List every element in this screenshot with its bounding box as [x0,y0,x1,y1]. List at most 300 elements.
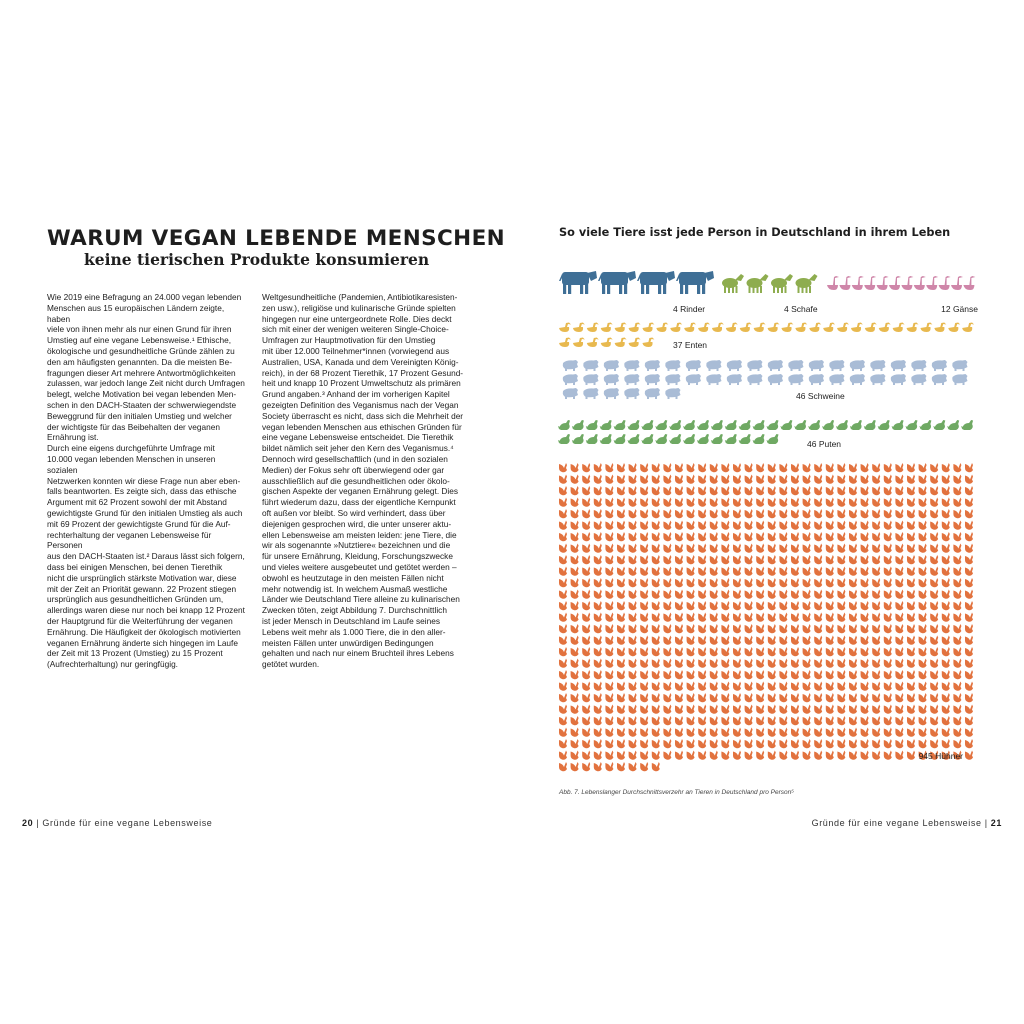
chicken-icon [791,670,799,679]
turkey-icon [600,434,612,444]
chicken-icon [698,716,706,725]
chicken-icon [953,509,961,518]
chicken-icon [895,659,903,668]
pig-icon [604,388,619,399]
chicken-icon [571,521,579,530]
chicken-icon [675,693,683,702]
chicken-icon [791,532,799,541]
text-line: führt wiederum dazu, dass der eigentliche Kernpunkt [262,497,456,508]
chicken-icon [675,636,683,645]
chicken-icon [733,601,741,610]
chicken-icon [594,716,602,725]
chicken-icon [629,578,637,587]
duck-icon [740,323,752,333]
turkey-icon [614,420,626,430]
chicken-icon [837,532,845,541]
chicken-icon [930,463,938,472]
chicken-icon [710,716,718,725]
chicken-icon [895,751,903,760]
chicken-icon [571,762,579,771]
turkey-icon [697,434,709,444]
chicken-icon [640,693,648,702]
chicken-icon [559,624,567,633]
chicken-icon [779,475,787,484]
chicken-icon [640,544,648,553]
chicken-icon [895,475,903,484]
chicken-icon [617,555,625,564]
chicken-icon [791,601,799,610]
chicken-icon [895,590,903,599]
chicken-icon [907,751,915,760]
chicken-icon [571,728,579,737]
chicken-icon [814,613,822,622]
chicken-icon [710,590,718,599]
chicken-icon [884,486,892,495]
pig-icon [829,374,844,385]
chicken-icon [884,567,892,576]
chicken-icon [884,728,892,737]
chicken-icon [930,647,938,656]
chicken-icon [942,716,950,725]
chicken-icon [652,498,660,507]
chicken-icon [663,532,671,541]
chicken-icon [745,521,753,530]
chicken-icon [605,567,613,576]
chicken-icon [756,613,764,622]
chicken-icon [837,682,845,691]
pig-icon [788,360,803,371]
chicken-icon [791,705,799,714]
chicken-icon [571,670,579,679]
chicken-icon [652,728,660,737]
pig-icon [891,374,906,385]
chicken-icon [814,463,822,472]
pig-icon [624,360,639,371]
chart-title: So viele Tiere isst jede Person in Deutschland in ihrem Leben [559,226,951,239]
chicken-icon [826,509,834,518]
chicken-icon [779,463,787,472]
turkey-icon [919,420,931,430]
chicken-icon [919,578,927,587]
chicken-icon [953,728,961,737]
chicken-icon [594,624,602,633]
chicken-icon [861,613,869,622]
chicken-icon [768,544,776,553]
chicken-icon [594,555,602,564]
chicken-icon [814,624,822,633]
chicken-icon [907,475,915,484]
chicken-icon [965,705,973,714]
chicken-icon [895,509,903,518]
pig-icon [952,374,967,385]
chicken-icon [640,486,648,495]
chicken-icon [733,613,741,622]
duck-icon [587,323,599,333]
chicken-icon [768,636,776,645]
text-line: ist jeder Mensch in Deutschland im Laufe seines [262,615,441,626]
text-line: Netzwerken konnten wir diese Frage nun aber eben- [47,475,241,486]
chicken-icon [652,555,660,564]
pig-icon [768,374,783,385]
chicken-icon [582,647,590,656]
chicken-icon [605,613,613,622]
chicken-icon [895,613,903,622]
chicken-icon [930,578,938,587]
chicken-icon [733,728,741,737]
chicken-icon [594,659,602,668]
chicken-icon [582,739,590,748]
pig-icon [665,374,680,385]
chicken-icon [919,728,927,737]
turkey-icon [739,420,751,430]
chicken-icon [582,624,590,633]
chicken-icon [803,475,811,484]
goose-icon [951,276,963,290]
chicken-icon [663,636,671,645]
chicken-icon [733,705,741,714]
chicken-icon [617,647,625,656]
chicken-icon [605,532,613,541]
turkey-icon [711,434,723,444]
text-line: ellen Lebensweise am meisten leiden: jene Tiere, die [262,529,457,540]
turkey-icon [892,420,904,430]
chicken-icon [895,693,903,702]
chicken-icon [675,659,683,668]
chicken-icon [710,659,718,668]
chicken-icon [907,532,915,541]
chicken-icon [884,682,892,691]
chicken-icon [594,647,602,656]
chicken-icon [919,509,927,518]
turkey-icon [641,434,653,444]
chicken-icon [884,659,892,668]
duck-icon [698,323,710,333]
chicken-icon [675,682,683,691]
chicken-icon [594,532,602,541]
chicken-icon [745,590,753,599]
chicken-icon [907,728,915,737]
chicken-icon [907,693,915,702]
chicken-icon [930,705,938,714]
chicken-icon [907,705,915,714]
chicken-icon [559,762,567,771]
chicken-icon [965,463,973,472]
chicken-icon [919,486,927,495]
chicken-icon [965,659,973,668]
chicken-icon [733,555,741,564]
text-line: heit und knapp 10 Prozent Umweltschutz als primären [262,378,461,389]
chicken-icon [698,739,706,748]
chicken-icon [559,659,567,668]
chicken-icon [571,475,579,484]
chicken-icon [930,636,938,645]
text-line: (Aufrechterhaltung) nur geringfügig. [47,659,178,670]
chicken-icon [826,590,834,599]
chicken-icon [861,463,869,472]
sheep-icon [771,274,793,293]
chicken-icon [791,486,799,495]
chicken-icon [919,716,927,725]
chicken-icon [849,498,857,507]
chicken-icon [872,624,880,633]
chicken-icon [837,463,845,472]
chicken-icon [582,544,590,553]
chicken-icon [965,509,973,518]
chicken-icon [791,739,799,748]
duck-icon [865,323,877,333]
chicken-icon [675,509,683,518]
chicken-icon [907,670,915,679]
chicken-icon [652,762,660,771]
chicken-icon [861,486,869,495]
chicken-icon [733,463,741,472]
chicken-icon [617,475,625,484]
chicken-icon [849,670,857,679]
chicken-icon [663,613,671,622]
legend-label: 12 Gänse [941,304,978,314]
chicken-icon [733,647,741,656]
chicken-icon [791,555,799,564]
chicken-icon [791,728,799,737]
chicken-icon [779,544,787,553]
chicken-icon [942,647,950,656]
chicken-icon [629,509,637,518]
text-line: mit der Zeit an Priorität gewann. 22 Prozent stiegen [47,583,237,594]
chicken-icon [582,578,590,587]
chicken-icon [849,728,857,737]
chicken-icon [895,601,903,610]
chicken-icon [872,682,880,691]
chicken-icon [721,544,729,553]
text-line: sich mit einer der wenigen weiteren Single-Choice- [262,324,449,335]
chicken-icon [582,509,590,518]
pig-icon [850,374,865,385]
chicken-icon [965,521,973,530]
chicken-icon [571,498,579,507]
chicken-icon [594,751,602,760]
chicken-icon [837,509,845,518]
chicken-icon [779,521,787,530]
chicken-icon [779,659,787,668]
chicken-icon [872,509,880,518]
chicken-icon [582,728,590,737]
chicken-icon [965,693,973,702]
text-line: viele von ihnen mehr als nur einen Grund für ihren [47,324,232,335]
chicken-icon [629,624,637,633]
chicken-icon [791,613,799,622]
chicken-icon [803,555,811,564]
chicken-icon [849,705,857,714]
text-line: der Hauptgrund für die Weiterführung der veganen [47,615,233,626]
chicken-icon [756,544,764,553]
chicken-icon [814,601,822,610]
text-line: vegan lebenden Menschen aus ethischen Gründen für [262,421,462,432]
chicken-icon [826,728,834,737]
chicken-icon [768,532,776,541]
text-line: für unsere Ernährung, Kleidung, Forschungszwecke [262,551,453,562]
chicken-icon [884,498,892,507]
chicken-icon [559,509,567,518]
chicken-icon [791,578,799,587]
chicken-icon [768,578,776,587]
chicken-icon [652,705,660,714]
chicken-icon [571,463,579,472]
legend-label: 945 Hühner [918,751,963,761]
chicken-icon [861,705,869,714]
turkey-icon [669,420,681,430]
chicken-icon [953,475,961,484]
chicken-icon [675,728,683,737]
chicken-icon [837,544,845,553]
chicken-icon [872,636,880,645]
chicken-icon [710,624,718,633]
text-line: ursprünglich aus gesundheitlichen Gründen um, [47,594,224,605]
duck-icon [656,323,668,333]
chicken-icon [710,601,718,610]
turkey-icon [933,420,945,430]
chicken-icon [803,693,811,702]
chicken-icon [710,521,718,530]
chicken-icon [814,590,822,599]
chicken-icon [930,475,938,484]
chicken-icon [629,670,637,679]
chicken-icon [721,498,729,507]
pig-icon [870,360,885,371]
footer-separator-left: | [36,818,40,828]
chicken-icon [745,555,753,564]
chicken-icon [953,716,961,725]
chicken-icon [872,532,880,541]
chicken-icon [791,636,799,645]
text-line: aus den DACH-Staaten ist.² Daraus lässt sich folgern, [47,551,245,562]
pig-icon [788,374,803,385]
chicken-icon [594,705,602,714]
chicken-icon [629,590,637,599]
chicken-icon [791,509,799,518]
chicken-icon [907,521,915,530]
sheep-icon [722,274,744,293]
chicken-icon [594,601,602,610]
chicken-icon [698,647,706,656]
pig-icon [932,360,947,371]
chicken-icon [756,532,764,541]
chicken-icon [907,601,915,610]
chicken-icon [965,555,973,564]
chicken-icon [559,521,567,530]
chicken-icon [791,693,799,702]
chicken-icon [942,601,950,610]
chicken-icon [745,751,753,760]
chicken-icon [675,590,683,599]
chicken-icon [768,716,776,725]
chicken-icon [652,532,660,541]
chicken-icon [837,624,845,633]
chicken-icon [605,509,613,518]
chicken-icon [733,636,741,645]
chicken-icon [907,567,915,576]
chicken-icon [640,728,648,737]
chicken-icon [617,590,625,599]
pig-icon [686,374,701,385]
chicken-icon [768,555,776,564]
chicken-icon [791,544,799,553]
chicken-icon [594,693,602,702]
text-line: meisten Fällen unter unwürdigen Bedingungen [262,637,434,648]
chicken-icon [942,578,950,587]
text-line: ausschließlich auf die gesundheitlichen oder ökolo- [262,475,450,486]
chicken-icon [837,636,845,645]
chicken-icon [779,624,787,633]
chicken-icon [745,486,753,495]
chicken-icon [791,521,799,530]
chicken-icon [675,670,683,679]
chicken-icon [791,751,799,760]
text-line: der wichtigste für das Beibehalten der veganen [47,421,220,432]
chicken-icon [687,659,695,668]
chicken-icon [895,532,903,541]
chicken-icon [779,613,787,622]
turkey-icon [808,420,820,430]
chicken-icon [942,509,950,518]
chicken-icon [745,601,753,610]
pig-icon [809,360,824,371]
chicken-icon [733,751,741,760]
chicken-icon [826,532,834,541]
chicken-icon [907,682,915,691]
duck-icon [893,323,905,333]
chicken-icon [710,636,718,645]
chicken-icon [849,544,857,553]
text-line: zen usw.), religiöse und kulinarische Gründe spielten [262,302,456,313]
chicken-icon [756,463,764,472]
turkey-icon [655,420,667,430]
goose-icon [963,276,975,290]
chicken-icon [721,601,729,610]
chicken-icon [594,762,602,771]
text-line: Lebens weit mehr als 1.000 Tiere, die in den aller- [262,626,446,637]
chicken-icon [745,659,753,668]
chicken-icon [803,659,811,668]
chicken-icon [594,670,602,679]
chicken-icon [617,613,625,622]
chicken-icon [663,555,671,564]
duck-icon [851,323,863,333]
chicken-icon [687,521,695,530]
turkey-icon [767,420,779,430]
duck-icon [809,323,821,333]
chicken-icon [559,647,567,656]
chicken-icon [710,567,718,576]
chicken-icon [826,693,834,702]
chicken-icon [884,693,892,702]
chicken-icon [710,613,718,622]
chicken-icon [814,475,822,484]
chicken-icon [907,555,915,564]
chicken-icon [571,601,579,610]
chicken-icon [861,636,869,645]
chicken-icon [895,498,903,507]
chicken-icon [571,636,579,645]
chicken-icon [733,498,741,507]
chicken-icon [965,498,973,507]
chicken-icon [953,521,961,530]
chicken-icon [571,555,579,564]
turkey-icon [850,420,862,430]
chicken-icon [710,705,718,714]
chicken-icon [942,590,950,599]
chicken-icon [872,647,880,656]
pig-icon [911,360,926,371]
